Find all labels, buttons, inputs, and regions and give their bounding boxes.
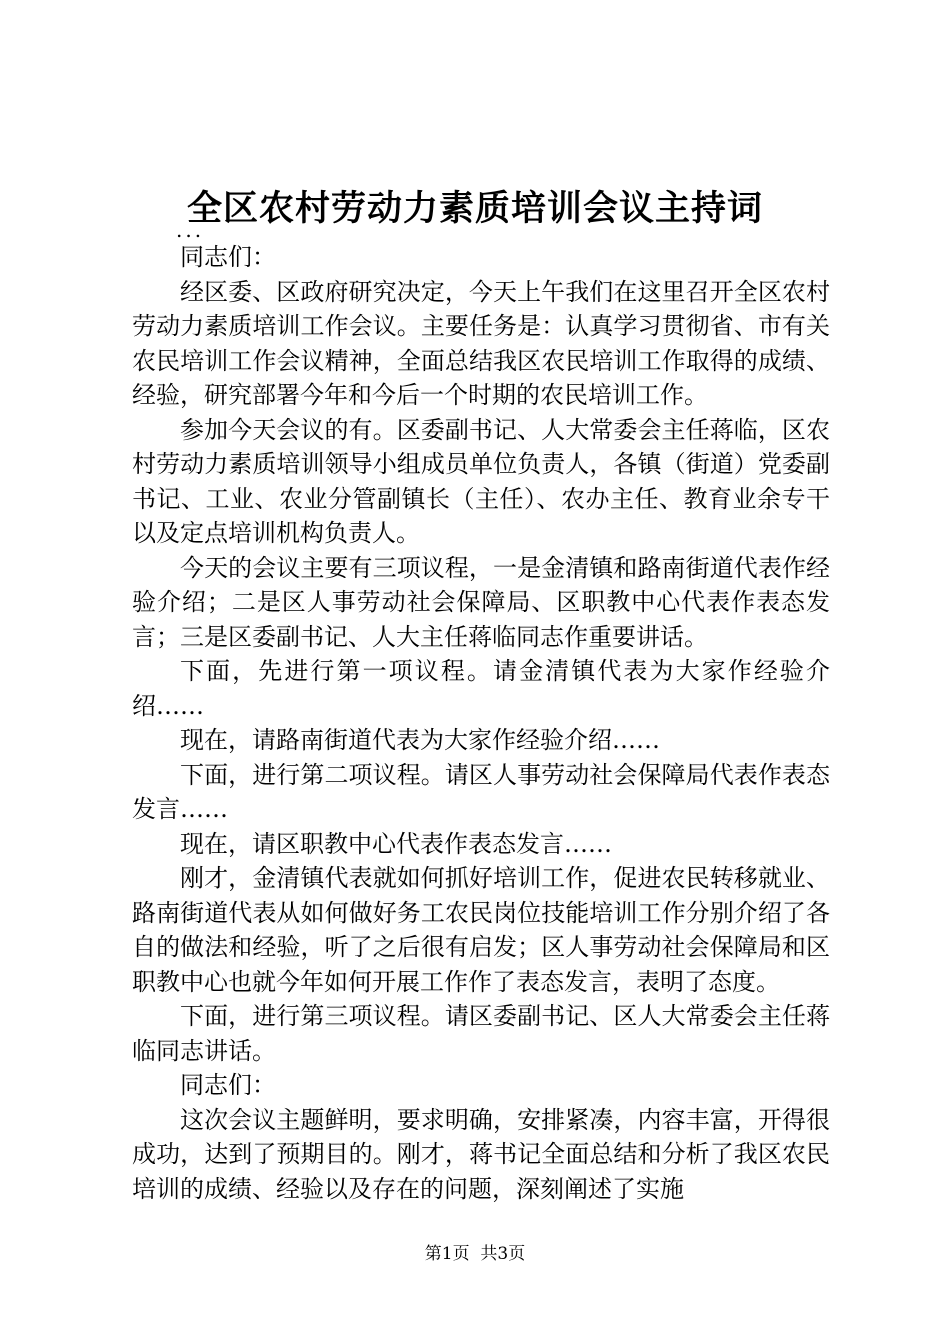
- body-paragraph: 经区委、区政府研究决定，今天上午我们在这里召开全区农村劳动力素质培训工作会议。主要任务是：认真学习贯彻省、市有关农民培训工作会议精神，全面总结我区农民培训工作取得的成绩、经验，研究部署今年和今后一个时期的农民培训工作。: [132, 277, 830, 409]
- footer-spacer: [470, 1244, 481, 1264]
- body-paragraph: 现在，请区职教中心代表作表态发言……: [180, 829, 612, 858]
- body-paragraph: 刚才，金清镇代表就如何抓好培训工作，促进农民转移就业、路南街道代表从如何做好务工农民岗位技能培训工作分别介绍了各自的做法和经验，听了之后很有启发；区人事劳动社会保障局和区职教中心也就今年如何开展工作作了表态发言，表明了态度。: [132, 864, 830, 996]
- body-paragraph: 参加今天会议的有。区委副书记、人大常委会主任蒋临，区农村劳动力素质培训领导小组成员单位负责人，各镇（街道）党委副书记、工业、农业分管副镇长（主任）、农办主任、教育业余专干以及定点培训机构负责人。: [132, 415, 830, 547]
- document-body: [132, 240, 830, 1206]
- salutation-paragraph: 同志们：: [180, 1071, 276, 1099]
- body-paragraph: 下面，进行第二项议程。请区人事劳动社会保障局代表作表态发言……: [132, 760, 830, 823]
- body-paragraph: 这次会议主题鲜明，要求明确，安排紧凑，内容丰富，开得很成功，达到了预期目的。刚才，蒋书记全面总结和分析了我区农民培训的成绩、经验以及存在的问题，深刻阐述了实施: [132, 1105, 830, 1203]
- body-paragraph: 今天的会议主要有三项议程，一是金清镇和路南街道代表作经验介绍；二是区人事劳动社会保障局、区职教中心代表作表态发言；三是区委副书记、人大主任蒋临同志作重要讲话。: [132, 553, 830, 651]
- body-paragraph: 下面，进行第三项议程。请区委副书记、区人大常委会主任蒋临同志讲话。: [132, 1002, 830, 1065]
- page-footer: [0, 1242, 950, 1266]
- document-title: 全区农村劳动力素质培训会议主持词: [186, 188, 763, 229]
- body-paragraph: 下面，先进行第一项议程。请金清镇代表为大家作经验介绍……: [132, 657, 830, 720]
- body-paragraph: 现在，请路南街道代表为大家作经验介绍……: [180, 726, 660, 754]
- page-total: 共3页: [480, 1244, 526, 1264]
- page-number: 第1页: [424, 1244, 470, 1264]
- ellipsis-mark: ...: [176, 218, 205, 242]
- salutation-paragraph: 同志们：: [180, 243, 276, 271]
